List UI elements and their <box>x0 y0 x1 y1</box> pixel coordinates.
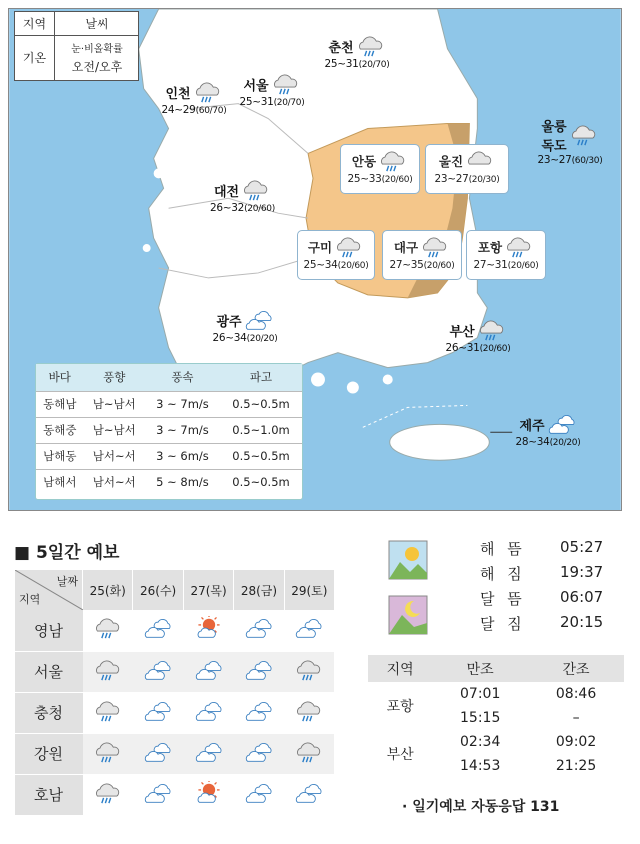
cloud-rain-icon <box>241 178 271 202</box>
table-row <box>368 682 624 706</box>
forecast-cell <box>234 774 284 815</box>
table-row <box>36 443 302 469</box>
forecast-cell <box>183 774 233 815</box>
forecast-cell <box>133 692 183 733</box>
city-name: 춘천 <box>328 40 354 56</box>
cloud-rain-icon <box>420 235 450 259</box>
city-temp <box>512 436 584 448</box>
table-row <box>368 730 624 754</box>
forecast-cell <box>183 692 233 733</box>
forecast-day: 27(목) <box>183 570 233 610</box>
cloudy-icon <box>143 699 173 723</box>
cloudy-icon <box>194 658 224 682</box>
city-temp <box>322 58 392 70</box>
forecast-cell <box>234 651 284 692</box>
city-precip-prob: (20/60) <box>244 204 275 214</box>
sea-cell: 3 ~ 6m/s <box>145 443 220 469</box>
cloud-rain-icon <box>294 740 324 764</box>
tide-region: 부산 <box>386 747 414 763</box>
sea-cell: 남~남서 <box>84 391 145 417</box>
sea-header: 풍속 <box>145 364 220 391</box>
city-12 <box>512 412 584 448</box>
city-name: 울릉 독도 <box>541 120 567 154</box>
sea-cell: 남서~서 <box>84 443 145 469</box>
city-temp-range: 25~33 <box>347 173 382 185</box>
city-temp <box>467 259 545 271</box>
sun-moon-label: 해 짐 <box>480 565 526 583</box>
legend-weather: 날씨 <box>55 12 139 36</box>
cloud-rain-icon <box>356 34 386 58</box>
sun-moon-time: 05:27 <box>560 538 604 556</box>
sun-moon-label: 해 뜸 <box>480 540 526 558</box>
city-1 <box>158 80 230 116</box>
city-temp-range: 26~32 <box>210 202 245 214</box>
city-precip-prob: (20/30) <box>468 175 500 185</box>
legend-region: 지역 <box>15 12 55 36</box>
jeju-island <box>390 424 490 460</box>
forecast-cell <box>83 610 133 651</box>
forecast-region: 영남 <box>15 610 83 651</box>
city-precip-prob: (20/60) <box>381 175 413 185</box>
cloud-rain-icon <box>334 235 364 259</box>
forecast-cell <box>284 692 334 733</box>
sun-icon <box>388 540 428 580</box>
cloudy-icon <box>244 699 274 723</box>
city-temp-range: 23~27 <box>537 154 572 166</box>
city-precip-prob: (20/70) <box>358 60 390 70</box>
sea-cell: 3 ~ 7m/s <box>145 391 220 417</box>
cloud-rain-icon <box>294 699 324 723</box>
forecast-cell <box>83 692 133 733</box>
cloudy-icon <box>194 699 224 723</box>
map-legend <box>14 11 139 81</box>
tide-low: 08:46 <box>555 686 597 702</box>
cloudy-icon <box>244 616 274 640</box>
forecast-cell <box>183 733 233 774</box>
city-temp <box>205 202 280 214</box>
cloud-rain-icon <box>294 658 324 682</box>
sun-moon-time: 19:37 <box>560 563 604 581</box>
city-name: 부산 <box>449 324 475 340</box>
cloudy-icon <box>547 412 577 436</box>
cloud-rain-icon <box>504 235 534 259</box>
cloud-rain-icon <box>378 149 408 173</box>
forecast-cell <box>133 610 183 651</box>
city-name: 포항 <box>477 240 503 255</box>
city-name: 안동 <box>351 154 377 169</box>
tide-header: 만조 <box>432 655 528 682</box>
sun-moon-time: 20:15 <box>560 613 604 631</box>
forecast-cell <box>183 610 233 651</box>
tide-low: 21:25 <box>555 758 597 774</box>
forecast-region: 서울 <box>15 651 83 692</box>
forecast-cell <box>284 733 334 774</box>
city-precip-prob: (20/70) <box>273 98 305 108</box>
city-temp-range: 27~35 <box>389 259 424 271</box>
tide-table <box>368 655 624 778</box>
city-temp-range: 26~31 <box>445 342 480 354</box>
forecast-cell <box>133 774 183 815</box>
sea-cell: 동해중 <box>36 417 84 443</box>
city-precip-prob: (20/60) <box>507 261 539 271</box>
city-name: 서울 <box>243 78 269 94</box>
city-precip-prob: (20/20) <box>549 438 581 448</box>
city-temp <box>158 104 230 116</box>
city-4 <box>206 308 284 344</box>
city-temp <box>426 173 508 185</box>
city-name: 울진 <box>438 154 464 169</box>
city-3 <box>205 178 280 214</box>
forecast-day: 26(수) <box>133 570 183 610</box>
forecast-cell <box>133 651 183 692</box>
city-name: 제주 <box>519 418 545 434</box>
forecast-day: 29(토) <box>284 570 334 610</box>
sea-header: 바다 <box>36 364 84 391</box>
cloud-rain-icon <box>569 123 599 147</box>
city-name: 인천 <box>165 86 191 102</box>
forecast-region: 강원 <box>15 733 83 774</box>
forecast-cell <box>284 610 334 651</box>
sea-cell: 0.5~0.5m <box>220 391 302 417</box>
city-0 <box>322 34 392 70</box>
forecast-cell <box>83 774 133 815</box>
sea-cell: 3 ~ 7m/s <box>145 417 220 443</box>
forecast-day: 25(화) <box>83 570 133 610</box>
city-temp <box>206 332 284 344</box>
five-day-forecast-table <box>14 570 334 816</box>
tide-high: 14:53 <box>460 758 501 774</box>
sun-moon-label: 달 짐 <box>480 615 526 633</box>
sea-cell: 남해서 <box>36 469 84 495</box>
forecast-title: ■ 5일간 예보 <box>14 543 120 563</box>
cloud-rain-icon <box>477 318 507 342</box>
city-5 <box>340 144 420 194</box>
cloudy-icon <box>244 740 274 764</box>
city-name: 구미 <box>307 240 333 255</box>
forecast-day: 28(금) <box>234 570 284 610</box>
cloudy-icon <box>244 308 274 332</box>
cloudy-icon <box>244 658 274 682</box>
city-precip-prob: (20/60) <box>337 261 369 271</box>
city-precip-prob: (20/60) <box>479 344 511 354</box>
cloud-rain-icon <box>193 80 223 104</box>
table-row <box>36 417 302 443</box>
city-temp <box>383 259 461 271</box>
forecast-cell <box>183 651 233 692</box>
table-row <box>15 651 335 692</box>
city-temp <box>298 259 374 271</box>
sun-moon-time: 06:07 <box>560 588 604 606</box>
sea-cell: 0.5~0.5m <box>220 469 302 495</box>
tide-high: 07:01 <box>460 686 501 702</box>
city-precip-prob: (60/70) <box>195 106 227 116</box>
sea-cell: 남해동 <box>36 443 84 469</box>
city-temp-range: 25~31 <box>324 58 359 70</box>
cloudy-icon <box>294 781 324 805</box>
auto-response-line: · 일기예보 자동응답 131 <box>402 799 560 815</box>
forecast-cell <box>284 651 334 692</box>
cloud-rain-icon <box>93 616 123 640</box>
city-11 <box>440 318 516 354</box>
city-precip-prob: (20/20) <box>246 334 278 344</box>
cloudy-icon <box>143 781 173 805</box>
city-precip-prob: (60/30) <box>571 156 603 166</box>
table-row <box>36 391 302 417</box>
city-10 <box>530 116 610 166</box>
cloud-rain-icon <box>93 699 123 723</box>
city-temp <box>236 96 308 108</box>
city-temp-range: 27~31 <box>473 259 508 271</box>
city-7 <box>297 230 375 280</box>
table-row <box>15 774 335 815</box>
city-temp-range: 26~34 <box>212 332 247 344</box>
sea-cell: 0.5~0.5m <box>220 443 302 469</box>
sea-cell: 남~남서 <box>84 417 145 443</box>
forecast-cell <box>234 692 284 733</box>
forecast-cell <box>133 733 183 774</box>
forecast-cell <box>83 651 133 692</box>
sun-cloud-icon <box>194 781 224 805</box>
city-temp <box>341 173 419 185</box>
cloudy-icon <box>143 616 173 640</box>
forecast-region: 충청 <box>15 692 83 733</box>
table-row <box>15 733 335 774</box>
sun-cloud-icon <box>194 616 224 640</box>
forecast-cell <box>83 733 133 774</box>
cloudy-icon <box>244 781 274 805</box>
city-temp-range: 28~34 <box>515 436 550 448</box>
forecast-cell <box>284 774 334 815</box>
sun-moon-label: 달 뜸 <box>480 590 526 608</box>
city-8 <box>382 230 462 280</box>
legend-ampm: 오전/오후 <box>71 60 123 74</box>
sea-cell: 0.5~1.0m <box>220 417 302 443</box>
cloudy-icon <box>294 616 324 640</box>
forecast-cell <box>234 610 284 651</box>
cloud-rain-icon <box>93 658 123 682</box>
legend-precip: 눈·비올확률 <box>71 44 123 55</box>
legend-temp: 기온 <box>15 36 55 81</box>
corner-date-label: 날짜 <box>56 575 78 588</box>
cloud-icon <box>465 149 495 173</box>
cloud-rain-icon <box>271 72 301 96</box>
cloudy-icon <box>143 740 173 764</box>
tide-region: 포항 <box>386 699 414 715</box>
city-name: 광주 <box>216 314 242 330</box>
city-temp-range: 23~27 <box>434 173 469 185</box>
tide-low: 09:02 <box>555 734 597 750</box>
sea-cell: 5 ~ 8m/s <box>145 469 220 495</box>
city-9 <box>466 230 546 280</box>
corner-region-label: 지역 <box>19 593 41 606</box>
tide-header: 간조 <box>528 655 624 682</box>
cloudy-icon <box>194 740 224 764</box>
sea-header: 파고 <box>220 364 302 391</box>
city-temp-range: 25~31 <box>239 96 274 108</box>
cloud-rain-icon <box>93 781 123 805</box>
city-2 <box>236 72 308 108</box>
city-precip-prob: (20/60) <box>423 261 455 271</box>
forecast-corner <box>15 570 83 610</box>
city-temp-range: 25~34 <box>303 259 338 271</box>
city-temp-range: 24~29 <box>161 104 196 116</box>
city-name: 대구 <box>393 240 419 255</box>
city-6 <box>425 144 509 194</box>
forecast-cell <box>234 733 284 774</box>
city-temp <box>530 154 610 166</box>
sea-cell: 동해남 <box>36 391 84 417</box>
cloud-rain-icon <box>93 740 123 764</box>
tide-high: 02:34 <box>460 734 501 750</box>
tide-header: 지역 <box>368 655 432 682</box>
city-temp <box>440 342 516 354</box>
table-row <box>36 469 302 495</box>
table-row <box>15 692 335 733</box>
cloudy-icon <box>143 658 173 682</box>
tide-low: – <box>572 710 580 726</box>
table-row <box>15 610 335 651</box>
city-name: 대전 <box>213 184 240 200</box>
moon-icon <box>388 595 428 635</box>
tide-high: 15:15 <box>460 710 501 726</box>
forecast-region: 호남 <box>15 774 83 815</box>
sea-conditions-table <box>35 363 303 500</box>
sea-cell: 남서~서 <box>84 469 145 495</box>
sea-header: 풍향 <box>84 364 145 391</box>
